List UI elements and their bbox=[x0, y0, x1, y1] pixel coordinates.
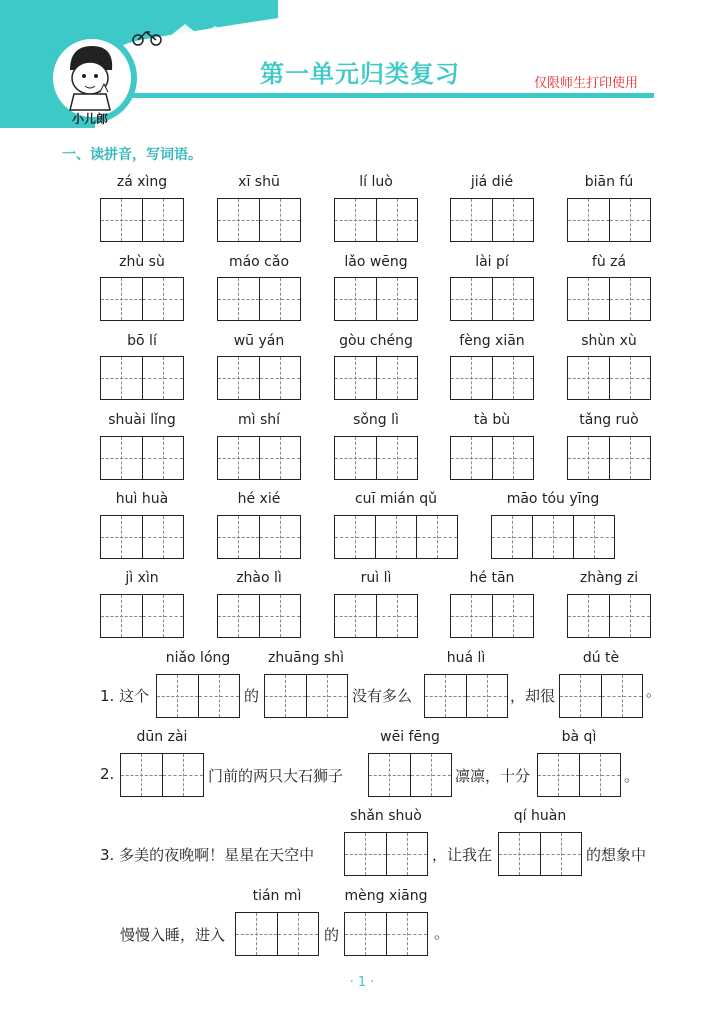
pinyin-label: ruì lì bbox=[360, 570, 392, 586]
pinyin-label: shǎn shuò bbox=[350, 808, 422, 824]
writing-grid[interactable] bbox=[450, 594, 534, 638]
writing-grid[interactable] bbox=[100, 515, 184, 559]
pinyin-label: huá lì bbox=[446, 650, 486, 666]
pinyin-label: wēi fēng bbox=[380, 729, 440, 745]
section-title: 一、读拼音，写词语。 bbox=[62, 147, 202, 163]
writing-grid[interactable] bbox=[100, 356, 184, 400]
sentence-text: 2. bbox=[100, 765, 115, 783]
pinyin-label: mì shí bbox=[237, 412, 281, 428]
pinyin-label: gòu chéng bbox=[339, 333, 413, 349]
sentence-text: ，让我在 bbox=[432, 846, 493, 864]
pinyin-label: zhàng zi bbox=[579, 570, 639, 586]
sentence-text: 的 bbox=[324, 926, 340, 944]
writing-grid[interactable] bbox=[100, 436, 184, 480]
writing-grid[interactable] bbox=[344, 832, 428, 876]
pinyin-label: tà bù bbox=[473, 412, 511, 428]
pinyin-label: zá xìng bbox=[116, 174, 168, 190]
sentence-text: 3. 多美的夜晚啊！星星在天空中 bbox=[100, 846, 315, 864]
page-number: · 1 · bbox=[349, 975, 375, 990]
sentence-text: 。 bbox=[646, 682, 662, 700]
mascot-label: 小儿郎 bbox=[71, 112, 108, 126]
writing-grid[interactable] bbox=[567, 198, 651, 242]
writing-grid[interactable] bbox=[217, 198, 301, 242]
writing-grid[interactable] bbox=[334, 277, 418, 321]
writing-grid[interactable] bbox=[156, 674, 240, 718]
pinyin-label: jì xìn bbox=[125, 570, 159, 586]
writing-grid[interactable] bbox=[498, 832, 582, 876]
pinyin-label: huì huà bbox=[115, 491, 169, 507]
writing-grid[interactable] bbox=[567, 436, 651, 480]
pinyin-label: fèng xiān bbox=[459, 333, 525, 349]
writing-grid[interactable] bbox=[450, 436, 534, 480]
writing-grid[interactable] bbox=[344, 912, 428, 956]
pinyin-label: tǎng ruò bbox=[579, 412, 639, 428]
writing-grid[interactable] bbox=[334, 356, 418, 400]
pinyin-label: fù zá bbox=[591, 254, 627, 270]
writing-grid[interactable] bbox=[120, 753, 204, 797]
writing-grid[interactable] bbox=[334, 515, 458, 559]
sentence-text: 的 bbox=[244, 687, 260, 705]
writing-grid[interactable] bbox=[559, 674, 643, 718]
writing-grid[interactable] bbox=[100, 198, 184, 242]
pinyin-label: hé tān bbox=[469, 570, 515, 586]
sentence-text: 没有多么 bbox=[352, 687, 413, 705]
pinyin-label: zhuāng shì bbox=[268, 650, 344, 666]
sentence-text: 凛凛，十分 bbox=[455, 767, 531, 785]
header-underline bbox=[120, 93, 654, 98]
usage-note: 仅限师生打印使用 bbox=[534, 76, 639, 91]
pinyin-label: shùn xù bbox=[581, 333, 637, 349]
writing-grid[interactable] bbox=[567, 594, 651, 638]
pinyin-label: zhào lì bbox=[236, 570, 282, 586]
pinyin-label: tián mì bbox=[252, 888, 302, 904]
writing-grid[interactable] bbox=[334, 594, 418, 638]
writing-grid[interactable] bbox=[217, 356, 301, 400]
writing-grid[interactable] bbox=[567, 356, 651, 400]
pinyin-label: jiá dié bbox=[470, 174, 514, 190]
writing-grid[interactable] bbox=[450, 198, 534, 242]
writing-grid[interactable] bbox=[491, 515, 615, 559]
writing-grid[interactable] bbox=[217, 515, 301, 559]
writing-grid[interactable] bbox=[100, 277, 184, 321]
pinyin-label: xī shū bbox=[238, 174, 280, 190]
writing-grid[interactable] bbox=[264, 674, 348, 718]
pinyin-label: dú tè bbox=[582, 650, 620, 666]
pinyin-label: dūn zài bbox=[136, 729, 188, 745]
sentence-text: 慢慢入睡，进入 bbox=[120, 926, 226, 944]
writing-grid[interactable] bbox=[334, 198, 418, 242]
sentence-text: 。 bbox=[624, 767, 640, 785]
writing-grid[interactable] bbox=[217, 277, 301, 321]
sentence-text: ，却很 bbox=[510, 687, 556, 705]
pinyin-label: lài pí bbox=[475, 254, 509, 270]
page-title: 第一单元归类复习 bbox=[260, 60, 460, 88]
writing-grid[interactable] bbox=[217, 594, 301, 638]
writing-grid[interactable] bbox=[217, 436, 301, 480]
sentence-text: 的想象中 bbox=[586, 846, 647, 864]
writing-grid[interactable] bbox=[235, 912, 319, 956]
pinyin-label: hé xié bbox=[237, 491, 281, 507]
pinyin-label: biān fú bbox=[584, 174, 634, 190]
writing-grid[interactable] bbox=[450, 277, 534, 321]
writing-grid[interactable] bbox=[368, 753, 452, 797]
pinyin-label: máo cǎo bbox=[228, 254, 290, 270]
pinyin-label: zhù sù bbox=[119, 254, 165, 270]
pinyin-label: bō lí bbox=[127, 333, 157, 349]
writing-grid[interactable] bbox=[100, 594, 184, 638]
pinyin-label: lǎo wēng bbox=[344, 254, 408, 270]
mascot-icon bbox=[70, 46, 112, 110]
pinyin-label: sǒng lì bbox=[353, 412, 399, 428]
pinyin-label: niǎo lóng bbox=[165, 650, 231, 666]
writing-grid[interactable] bbox=[450, 356, 534, 400]
pinyin-label: qí huàn bbox=[513, 808, 567, 824]
sentence-text: 门前的两只大石狮子 bbox=[208, 767, 344, 785]
pinyin-label: cuī mián qǔ bbox=[354, 491, 438, 507]
writing-grid[interactable] bbox=[567, 277, 651, 321]
writing-grid[interactable] bbox=[537, 753, 621, 797]
writing-grid[interactable] bbox=[424, 674, 508, 718]
writing-grid[interactable] bbox=[334, 436, 418, 480]
pinyin-label: māo tóu yīng bbox=[506, 491, 600, 507]
sentence-text: 。 bbox=[434, 924, 450, 942]
sentence-text: 1. 这个 bbox=[100, 687, 150, 705]
pinyin-label: lí luò bbox=[359, 174, 393, 190]
pinyin-label: wū yán bbox=[233, 333, 285, 349]
pinyin-label: shuài lǐng bbox=[108, 412, 176, 428]
pinyin-label: bà qì bbox=[561, 729, 597, 745]
pinyin-label: mèng xiāng bbox=[344, 888, 428, 904]
